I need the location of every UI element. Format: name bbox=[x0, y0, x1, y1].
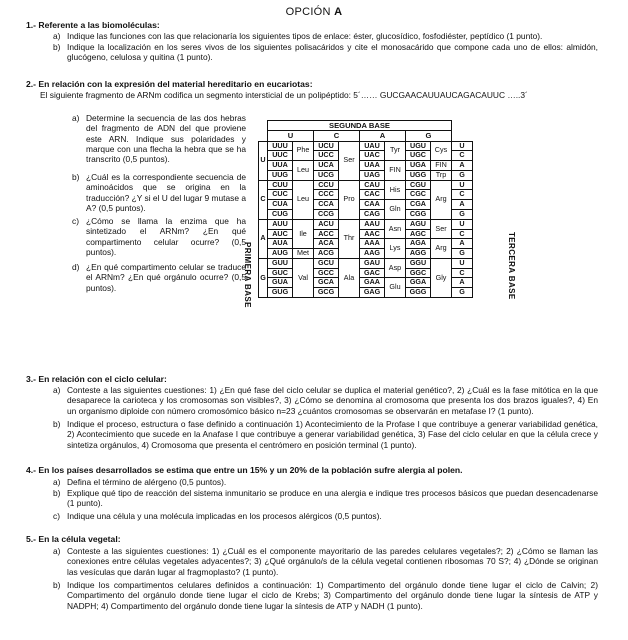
third-base: U bbox=[452, 219, 473, 229]
amino-acid: Glu bbox=[385, 278, 406, 298]
codon: UCU bbox=[314, 141, 339, 151]
amino-acid: Pro bbox=[339, 180, 360, 219]
codon: UCG bbox=[314, 170, 339, 180]
amino-acid: Thr bbox=[339, 219, 360, 258]
codon: AUC bbox=[268, 229, 293, 239]
codon: CGU bbox=[406, 180, 431, 190]
codon-row bbox=[259, 219, 473, 229]
second-base-c: C bbox=[314, 131, 360, 141]
codon: CAG bbox=[360, 209, 385, 219]
codon: UAU bbox=[360, 141, 385, 151]
amino-acid: Met bbox=[293, 249, 314, 259]
codon-row bbox=[259, 161, 473, 171]
codon: AUA bbox=[268, 239, 293, 249]
codon: GUC bbox=[268, 268, 293, 278]
codon: UGA bbox=[406, 161, 431, 171]
amino-acid: Ala bbox=[339, 258, 360, 297]
codon: AGG bbox=[406, 249, 431, 259]
codon: UUG bbox=[268, 170, 293, 180]
third-base: U bbox=[452, 258, 473, 268]
codon: CUA bbox=[268, 200, 293, 210]
codon: GAA bbox=[360, 278, 385, 288]
codon: UAC bbox=[360, 151, 385, 161]
first-base-u: U bbox=[259, 141, 268, 180]
codon: GCA bbox=[314, 278, 339, 288]
codon: UUA bbox=[268, 161, 293, 171]
codon-row bbox=[259, 258, 473, 268]
codon: ACU bbox=[314, 219, 339, 229]
codon: AGU bbox=[406, 219, 431, 229]
third-base: A bbox=[452, 200, 473, 210]
genetic-code-table bbox=[258, 120, 508, 360]
codon: GGA bbox=[406, 278, 431, 288]
third-base: C bbox=[452, 190, 473, 200]
codon: CAU bbox=[360, 180, 385, 190]
amino-acid: Leu bbox=[293, 180, 314, 219]
codon: GCC bbox=[314, 268, 339, 278]
codon: ACG bbox=[314, 249, 339, 259]
codon: GUA bbox=[268, 278, 293, 288]
codon: GGG bbox=[406, 288, 431, 298]
amino-acid: FIN bbox=[385, 161, 406, 181]
codon: UAA bbox=[360, 161, 385, 171]
codon: AUU bbox=[268, 219, 293, 229]
codon: UAG bbox=[360, 170, 385, 180]
codon: CGC bbox=[406, 190, 431, 200]
third-base: C bbox=[452, 229, 473, 239]
codon: AAG bbox=[360, 249, 385, 259]
codon: GAG bbox=[360, 288, 385, 298]
third-base: G bbox=[452, 249, 473, 259]
second-base-header: SEGUNDA BASE bbox=[268, 121, 452, 131]
codon: CAA bbox=[360, 200, 385, 210]
amino-acid: Ile bbox=[293, 219, 314, 248]
codon: CAC bbox=[360, 190, 385, 200]
question-5-heading: 5.- En la célula vegetal: bbox=[26, 534, 121, 544]
codon: UGU bbox=[406, 141, 431, 151]
codon: UUU bbox=[268, 141, 293, 151]
codon: CUC bbox=[268, 190, 293, 200]
codon: AGA bbox=[406, 239, 431, 249]
codon: ACA bbox=[314, 239, 339, 249]
codon: GCG bbox=[314, 288, 339, 298]
amino-acid: Leu bbox=[293, 161, 314, 181]
codon: AUG bbox=[268, 249, 293, 259]
amino-acid: Cys bbox=[431, 141, 452, 161]
amino-acid: Arg bbox=[431, 239, 452, 259]
amino-acid: FIN bbox=[431, 161, 452, 171]
codon: CUG bbox=[268, 209, 293, 219]
codon: UCA bbox=[314, 161, 339, 171]
third-base: U bbox=[452, 180, 473, 190]
codon: CCA bbox=[314, 200, 339, 210]
amino-acid: Val bbox=[293, 258, 314, 297]
codon: UGG bbox=[406, 170, 431, 180]
codon: CUU bbox=[268, 180, 293, 190]
codon: GCU bbox=[314, 258, 339, 268]
amino-acid: Trp bbox=[431, 170, 452, 180]
question-3-heading: 3.- En relación con el ciclo celular: bbox=[26, 374, 167, 384]
second-base-g: G bbox=[406, 131, 452, 141]
third-base: G bbox=[452, 209, 473, 219]
third-base: A bbox=[452, 278, 473, 288]
codon: GAC bbox=[360, 268, 385, 278]
amino-acid: Ser bbox=[431, 219, 452, 239]
amino-acid: Ser bbox=[339, 141, 360, 180]
codon: UUC bbox=[268, 151, 293, 161]
codon: CCG bbox=[314, 209, 339, 219]
codon: CGG bbox=[406, 209, 431, 219]
third-base-label: TERCERA BASE bbox=[507, 232, 516, 300]
codon: CGA bbox=[406, 200, 431, 210]
third-base: U bbox=[452, 141, 473, 151]
question-1-heading: 1.- Referente a las biomoléculas: bbox=[26, 20, 160, 30]
first-base-c: C bbox=[259, 180, 268, 219]
first-base-label: PRIMERA BASE bbox=[243, 242, 252, 308]
amino-acid: Asp bbox=[385, 258, 406, 278]
question-4-heading: 4.- En los países desarrollados se estima que entre un 15% y un 20% de la población sufre alergia al polen. bbox=[26, 465, 463, 475]
codon: AAA bbox=[360, 239, 385, 249]
codon: CCU bbox=[314, 180, 339, 190]
second-base-u: U bbox=[268, 131, 314, 141]
codon: CCC bbox=[314, 190, 339, 200]
codon: UCC bbox=[314, 151, 339, 161]
second-base-a: A bbox=[360, 131, 406, 141]
amino-acid: Arg bbox=[431, 180, 452, 219]
third-base: A bbox=[452, 161, 473, 171]
amino-acid: Tyr bbox=[385, 141, 406, 161]
codon: GGC bbox=[406, 268, 431, 278]
codon: UGC bbox=[406, 151, 431, 161]
codon-row bbox=[259, 170, 473, 180]
codon: GUG bbox=[268, 288, 293, 298]
amino-acid: Phe bbox=[293, 141, 314, 161]
third-base: G bbox=[452, 288, 473, 298]
codon: GUU bbox=[268, 258, 293, 268]
amino-acid: His bbox=[385, 180, 406, 200]
page-title: OPCIÓN A bbox=[285, 6, 343, 18]
amino-acid: Asn bbox=[385, 219, 406, 239]
first-base-a: A bbox=[259, 219, 268, 258]
third-base: C bbox=[452, 151, 473, 161]
codon: GGU bbox=[406, 258, 431, 268]
codon: AAU bbox=[360, 219, 385, 229]
codon: GAU bbox=[360, 258, 385, 268]
first-base-g: G bbox=[259, 258, 268, 297]
question-2-intro: El siguiente fragmento de ARNm codifica un segmento intersticial de un polipéptido: 5´…… GUCGAACAUUAUCAGACAUUC …..3´ bbox=[40, 90, 528, 100]
third-base: C bbox=[452, 268, 473, 278]
codon: AGC bbox=[406, 229, 431, 239]
codon: AAC bbox=[360, 229, 385, 239]
third-base: G bbox=[452, 170, 473, 180]
question-2-heading: 2.- En relación con la expresión del material hereditario en eucariotas: bbox=[26, 79, 313, 89]
amino-acid: Gln bbox=[385, 200, 406, 220]
amino-acid: Gly bbox=[431, 258, 452, 297]
codon: ACC bbox=[314, 229, 339, 239]
third-base: A bbox=[452, 239, 473, 249]
amino-acid: Lys bbox=[385, 239, 406, 259]
